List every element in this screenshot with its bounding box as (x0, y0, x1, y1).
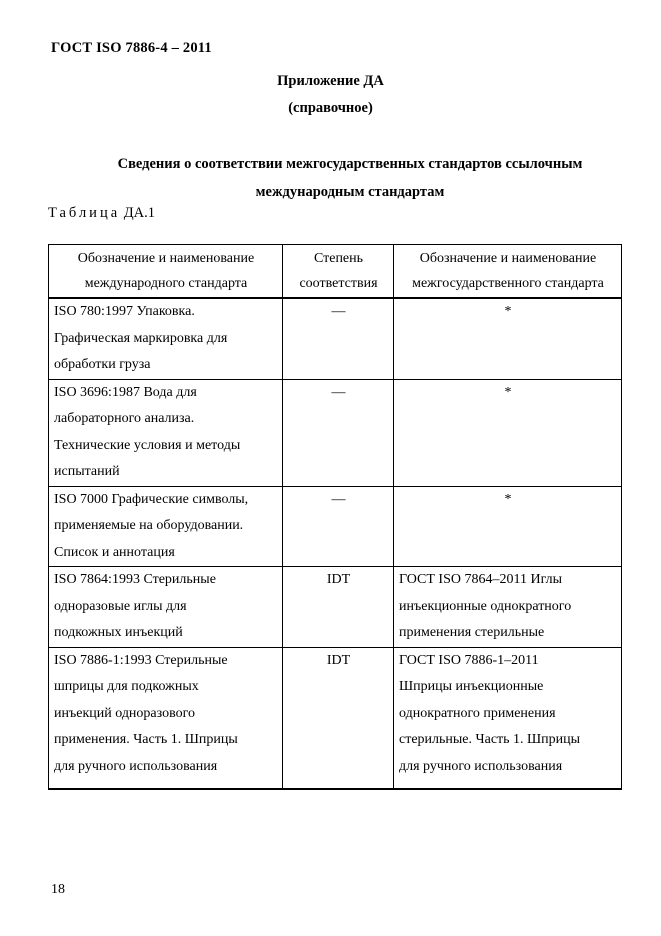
table-caption-id: ДА.1 (123, 205, 156, 221)
cell-line: для ручного использования (54, 758, 218, 774)
cell-line: ГОСТ ISO 7864–2011 Иглы (399, 572, 562, 587)
header-degree (283, 245, 394, 299)
cell-international (49, 298, 283, 379)
cell-degree: IDT (283, 567, 394, 648)
cell-international (49, 647, 283, 789)
cell-line: применяемые на оборудовании. (54, 518, 244, 533)
header-line: Обозначение и наименование (77, 251, 255, 266)
cell-line: стерильные. Часть 1. Шприцы (399, 732, 581, 747)
cell-interstate (394, 298, 622, 379)
cell-line: инъекций одноразового (54, 705, 195, 721)
header-line: международного стандарта (84, 276, 248, 291)
cell-line: применения. Часть 1. Шприцы (54, 732, 238, 747)
cell-interstate (394, 647, 622, 789)
header-line: межгосударственного стандарта (412, 276, 604, 291)
appendix-subtitle: (справочное) (288, 100, 373, 116)
table-row (49, 379, 622, 486)
table-row (49, 298, 622, 379)
header-interstate-standard (394, 245, 622, 299)
page-number: 18 (51, 882, 65, 897)
cell-line: подкожных инъекций (54, 625, 183, 640)
cell-line: обработки груза (54, 357, 151, 372)
section-heading-line-2: международным стандартам (255, 184, 445, 200)
cell-line: Список и аннотация (54, 544, 175, 560)
table-caption (48, 205, 155, 222)
appendix-title: Приложение ДА (277, 73, 384, 89)
cell-line: шприцы для подкожных (54, 679, 199, 694)
cell-line: Графическая маркировка для (54, 330, 228, 346)
cell-interstate (394, 379, 622, 486)
header-international-standard (49, 245, 283, 299)
cell-interstate (394, 486, 622, 567)
cell-line: ГОСТ ISO 7886-1–2011 (399, 652, 539, 668)
cell-line: Технические условия и методы (54, 437, 241, 453)
cell-line: * (504, 304, 512, 319)
document-code: ГОСТ ISO 7886-4 – 2011 (51, 40, 212, 56)
cell-international (49, 486, 283, 567)
table-row (49, 486, 622, 567)
cell-line: испытаний (54, 464, 120, 479)
cell-line: ISO 3696:1987 Вода для (54, 384, 197, 400)
cell-line: для ручного использования (399, 758, 563, 774)
cell-line: * (504, 384, 512, 400)
cell-international (49, 379, 283, 486)
table-row (49, 567, 622, 648)
table-header-row (49, 245, 622, 299)
cell-line: инъекционные однократного (399, 598, 572, 614)
header-line: Степень (313, 251, 364, 266)
cell-line: Шприцы инъекционные (399, 679, 544, 694)
cell-degree: — (283, 486, 394, 567)
cell-line: лабораторного анализа. (54, 411, 195, 426)
table-caption-word: Таблица (48, 205, 121, 221)
cell-line: однократного применения (399, 705, 556, 721)
cell-line: * (504, 491, 512, 507)
cell-degree: IDT (283, 647, 394, 789)
table-row (49, 647, 622, 789)
cell-international (49, 567, 283, 648)
section-heading-line-1: Сведения о соответствии межгосударственных стандартов ссылочным (117, 156, 583, 172)
cell-degree: — (283, 379, 394, 486)
cell-line: одноразовые иглы для (54, 598, 187, 614)
cell-degree: — (283, 298, 394, 379)
correspondence-table (48, 244, 622, 790)
cell-line: ISO 780:1997 Упаковка. (54, 304, 195, 319)
header-line: соответствия (299, 276, 378, 291)
cell-line: применения стерильные (399, 625, 545, 640)
cell-line: ISO 7886-1:1993 Стерильные (54, 652, 228, 668)
cell-line: ISO 7000 Графические символы, (54, 491, 249, 507)
header-line: Обозначение и наименование (419, 251, 597, 266)
cell-line: ISO 7864:1993 Стерильные (54, 572, 216, 587)
section-heading (60, 150, 640, 206)
cell-interstate (394, 567, 622, 648)
